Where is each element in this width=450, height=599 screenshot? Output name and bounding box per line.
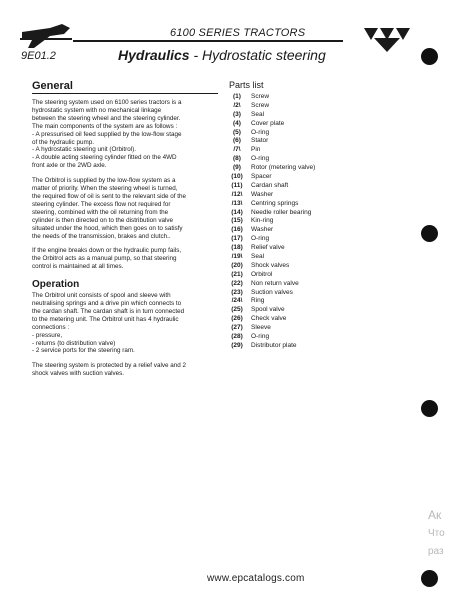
text-line: The Orbitrol unit consists of spool and sleeve with — [32, 292, 171, 300]
part-name: Pin — [251, 146, 261, 154]
part-name: Washer — [251, 190, 274, 198]
part-name: O-ring — [251, 333, 270, 341]
parts-list-item — [229, 306, 389, 315]
part-number: (23) — [231, 288, 243, 296]
parts-list-item — [229, 226, 389, 235]
part-number: (14) — [231, 208, 243, 216]
parts-list — [229, 80, 389, 351]
operation-paragraph — [32, 292, 218, 355]
text-line: - A pressurised oil feed supplied by the low-flow stage — [32, 130, 182, 138]
part-number: (8) — [233, 155, 241, 163]
part-number: /7\ — [233, 146, 241, 154]
part-name: Non return valve — [251, 279, 299, 287]
parts-list-items — [229, 93, 389, 351]
part-name: Suction valves — [251, 288, 293, 296]
parts-list-item — [229, 315, 389, 324]
part-name: Cover plate — [251, 119, 285, 127]
text-line: situated under the hood, which then goes on to satisfy — [32, 224, 183, 232]
parts-list-item — [229, 182, 389, 191]
parts-list-item — [229, 200, 389, 209]
parts-list-item — [229, 102, 389, 111]
parts-list-item — [229, 209, 389, 218]
part-name: Sleeve — [251, 324, 271, 332]
parts-list-item — [229, 164, 389, 173]
part-name: Seal — [251, 253, 265, 261]
part-name: Spacer — [251, 173, 272, 181]
text-line: - returns (to distribution valve) — [32, 339, 116, 347]
text-line: steering cylinder. The excess flow not required for — [32, 200, 171, 208]
part-name: O-ring — [251, 155, 270, 163]
part-name: Ring — [251, 297, 265, 305]
part-number: (25) — [231, 306, 243, 314]
parts-list-item — [229, 297, 389, 306]
part-name: Check valve — [251, 315, 287, 323]
text-line: - 2 service ports for the steering ram. — [32, 347, 135, 355]
parts-list-item — [229, 120, 389, 129]
page-title-bold: Hydraulics — [118, 47, 190, 63]
parts-list-item — [229, 137, 389, 146]
part-name: Kin-ring — [251, 217, 274, 225]
part-number: (3) — [233, 110, 241, 118]
watermark-line: Что — [428, 528, 445, 539]
punch-hole — [421, 225, 438, 242]
text-line: connections : — [32, 323, 70, 331]
watermark-url: www.epcatalogs.com — [207, 573, 305, 584]
text-line: the required flow of oil is sent to the relevant side of the — [32, 192, 187, 200]
text-line: If the engine breaks down or the hydraulic pump fails, — [32, 247, 182, 255]
part-name: Stator — [251, 137, 269, 145]
parts-list-item — [229, 271, 389, 280]
part-number: (18) — [231, 244, 243, 252]
part-number: (15) — [231, 217, 243, 225]
part-number: (4) — [233, 119, 241, 127]
part-name: Shock valves — [251, 261, 290, 269]
text-line: The steering system is protected by a relief valve and 2 — [32, 362, 187, 370]
part-number: /2\ — [233, 101, 241, 109]
parts-list-item — [229, 253, 389, 262]
parts-list-item — [229, 173, 389, 182]
part-number: (10) — [231, 173, 243, 181]
text-line: control is maintained at all times. — [32, 263, 124, 271]
parts-list-item — [229, 129, 389, 138]
page-title-rest: - Hydrostatic steering — [189, 47, 326, 63]
part-number: (1) — [233, 93, 241, 100]
watermark-line: раз — [428, 546, 444, 557]
part-number: (6) — [233, 137, 241, 145]
punch-hole — [421, 48, 438, 65]
text-column — [32, 80, 218, 385]
text-line: hydrostatic system with no mechanical linkage — [32, 106, 162, 114]
parts-list-item — [229, 342, 389, 351]
general-paragraph — [32, 177, 218, 240]
part-name: Relief valve — [251, 244, 285, 252]
parts-list-item — [229, 111, 389, 120]
parts-list-item — [229, 280, 389, 289]
parts-list-title: Parts list — [229, 80, 264, 90]
part-name: Washer — [251, 226, 274, 234]
series-title: 6100 SERIES TRACTORS — [170, 27, 306, 39]
part-number: (21) — [231, 270, 243, 278]
tractor-logo-icon — [20, 22, 72, 50]
general-paragraph — [32, 247, 218, 271]
punch-hole — [421, 400, 438, 417]
text-line: shock valves with suction valves. — [32, 370, 125, 378]
parts-list-item — [229, 191, 389, 200]
heading-operation: Operation — [32, 279, 80, 291]
part-number: (22) — [231, 279, 243, 287]
text-line: The steering system used on 6100 series tractors is a — [32, 99, 182, 106]
parts-list-item — [229, 155, 389, 164]
part-number: (27) — [231, 324, 243, 332]
text-line: steering, combined with the oil returning from the — [32, 208, 169, 216]
text-line: front axle or the 2WD axle. — [32, 162, 107, 170]
part-number: (28) — [231, 333, 243, 341]
text-line: matter of priority. When the steering wheel is turned, — [32, 185, 178, 193]
part-name: Centring springs — [251, 199, 299, 207]
part-number: (16) — [231, 226, 243, 234]
punch-hole — [421, 570, 438, 587]
text-line: the cardan shaft. The cardan shaft is in turn connected — [32, 307, 185, 315]
text-line: cylinder is then directed on to the distribution valve — [32, 216, 174, 224]
parts-list-item — [229, 244, 389, 253]
text-line: of the hydraulic pump. — [32, 138, 94, 146]
heading-general: General — [32, 80, 218, 94]
text-line: The Orbitrol is supplied by the low-flow system as a — [32, 177, 176, 185]
operation-paragraph — [32, 362, 218, 378]
parts-list-item — [229, 217, 389, 226]
parts-list-item — [229, 262, 389, 271]
text-line: The main components of the system are as follows : — [32, 122, 178, 130]
part-name: Needle roller bearing — [251, 208, 312, 216]
part-number: (5) — [233, 128, 241, 136]
text-line: - A double acting steering cylinder fitted on the 4WD — [32, 154, 177, 162]
triple-triangle-logo-icon — [364, 26, 410, 52]
part-number: (29) — [231, 341, 243, 349]
part-number: (11) — [231, 181, 243, 189]
text-line: neutralising springs and a drive pin which connects to — [32, 300, 182, 308]
text-line: - A hydrostatic steering unit (Orbitrol). — [32, 146, 136, 154]
parts-list-item — [229, 235, 389, 244]
part-name: Distributor plate — [251, 341, 297, 349]
parts-list-item — [229, 333, 389, 342]
part-number: (26) — [231, 315, 243, 323]
part-name: Cardan shaft — [251, 181, 289, 189]
part-number: (9) — [233, 164, 241, 172]
part-number: /24\ — [231, 297, 243, 305]
text-line: to the metering unit. The Orbitrol unit has 4 hydraulic — [32, 315, 179, 323]
text-line: the needs of the transmission, brakes and clutch.. — [32, 232, 171, 240]
header-rule — [73, 40, 343, 42]
parts-list-item — [229, 324, 389, 333]
text-line: the Orbitrol acts as a manual pump, so that steering — [32, 255, 177, 263]
part-name: Spool valve — [251, 306, 285, 314]
part-name: Orbitrol — [251, 270, 273, 278]
parts-list-item — [229, 93, 389, 102]
part-name: O-ring — [251, 128, 270, 136]
general-paragraph — [32, 99, 218, 170]
text-line: between the steering wheel and the steering cylinder. — [32, 114, 181, 122]
parts-list-item — [229, 146, 389, 155]
parts-list-item — [229, 289, 389, 298]
part-number: (20) — [231, 261, 243, 269]
part-name: Screw — [251, 93, 270, 100]
page-title — [118, 47, 326, 63]
part-name: Seal — [251, 110, 265, 118]
part-number: /13\ — [231, 199, 243, 207]
part-number: (17) — [231, 235, 243, 243]
part-name: O-ring — [251, 235, 270, 243]
part-name: Rotor (metering valve) — [251, 164, 316, 172]
text-line: - pressure, — [32, 331, 63, 339]
section-code: 9E01.2 — [21, 50, 56, 62]
watermark-line: Ак — [428, 508, 442, 522]
part-number: /19\ — [231, 253, 243, 261]
part-name: Screw — [251, 101, 270, 109]
part-number: /12\ — [231, 190, 243, 198]
